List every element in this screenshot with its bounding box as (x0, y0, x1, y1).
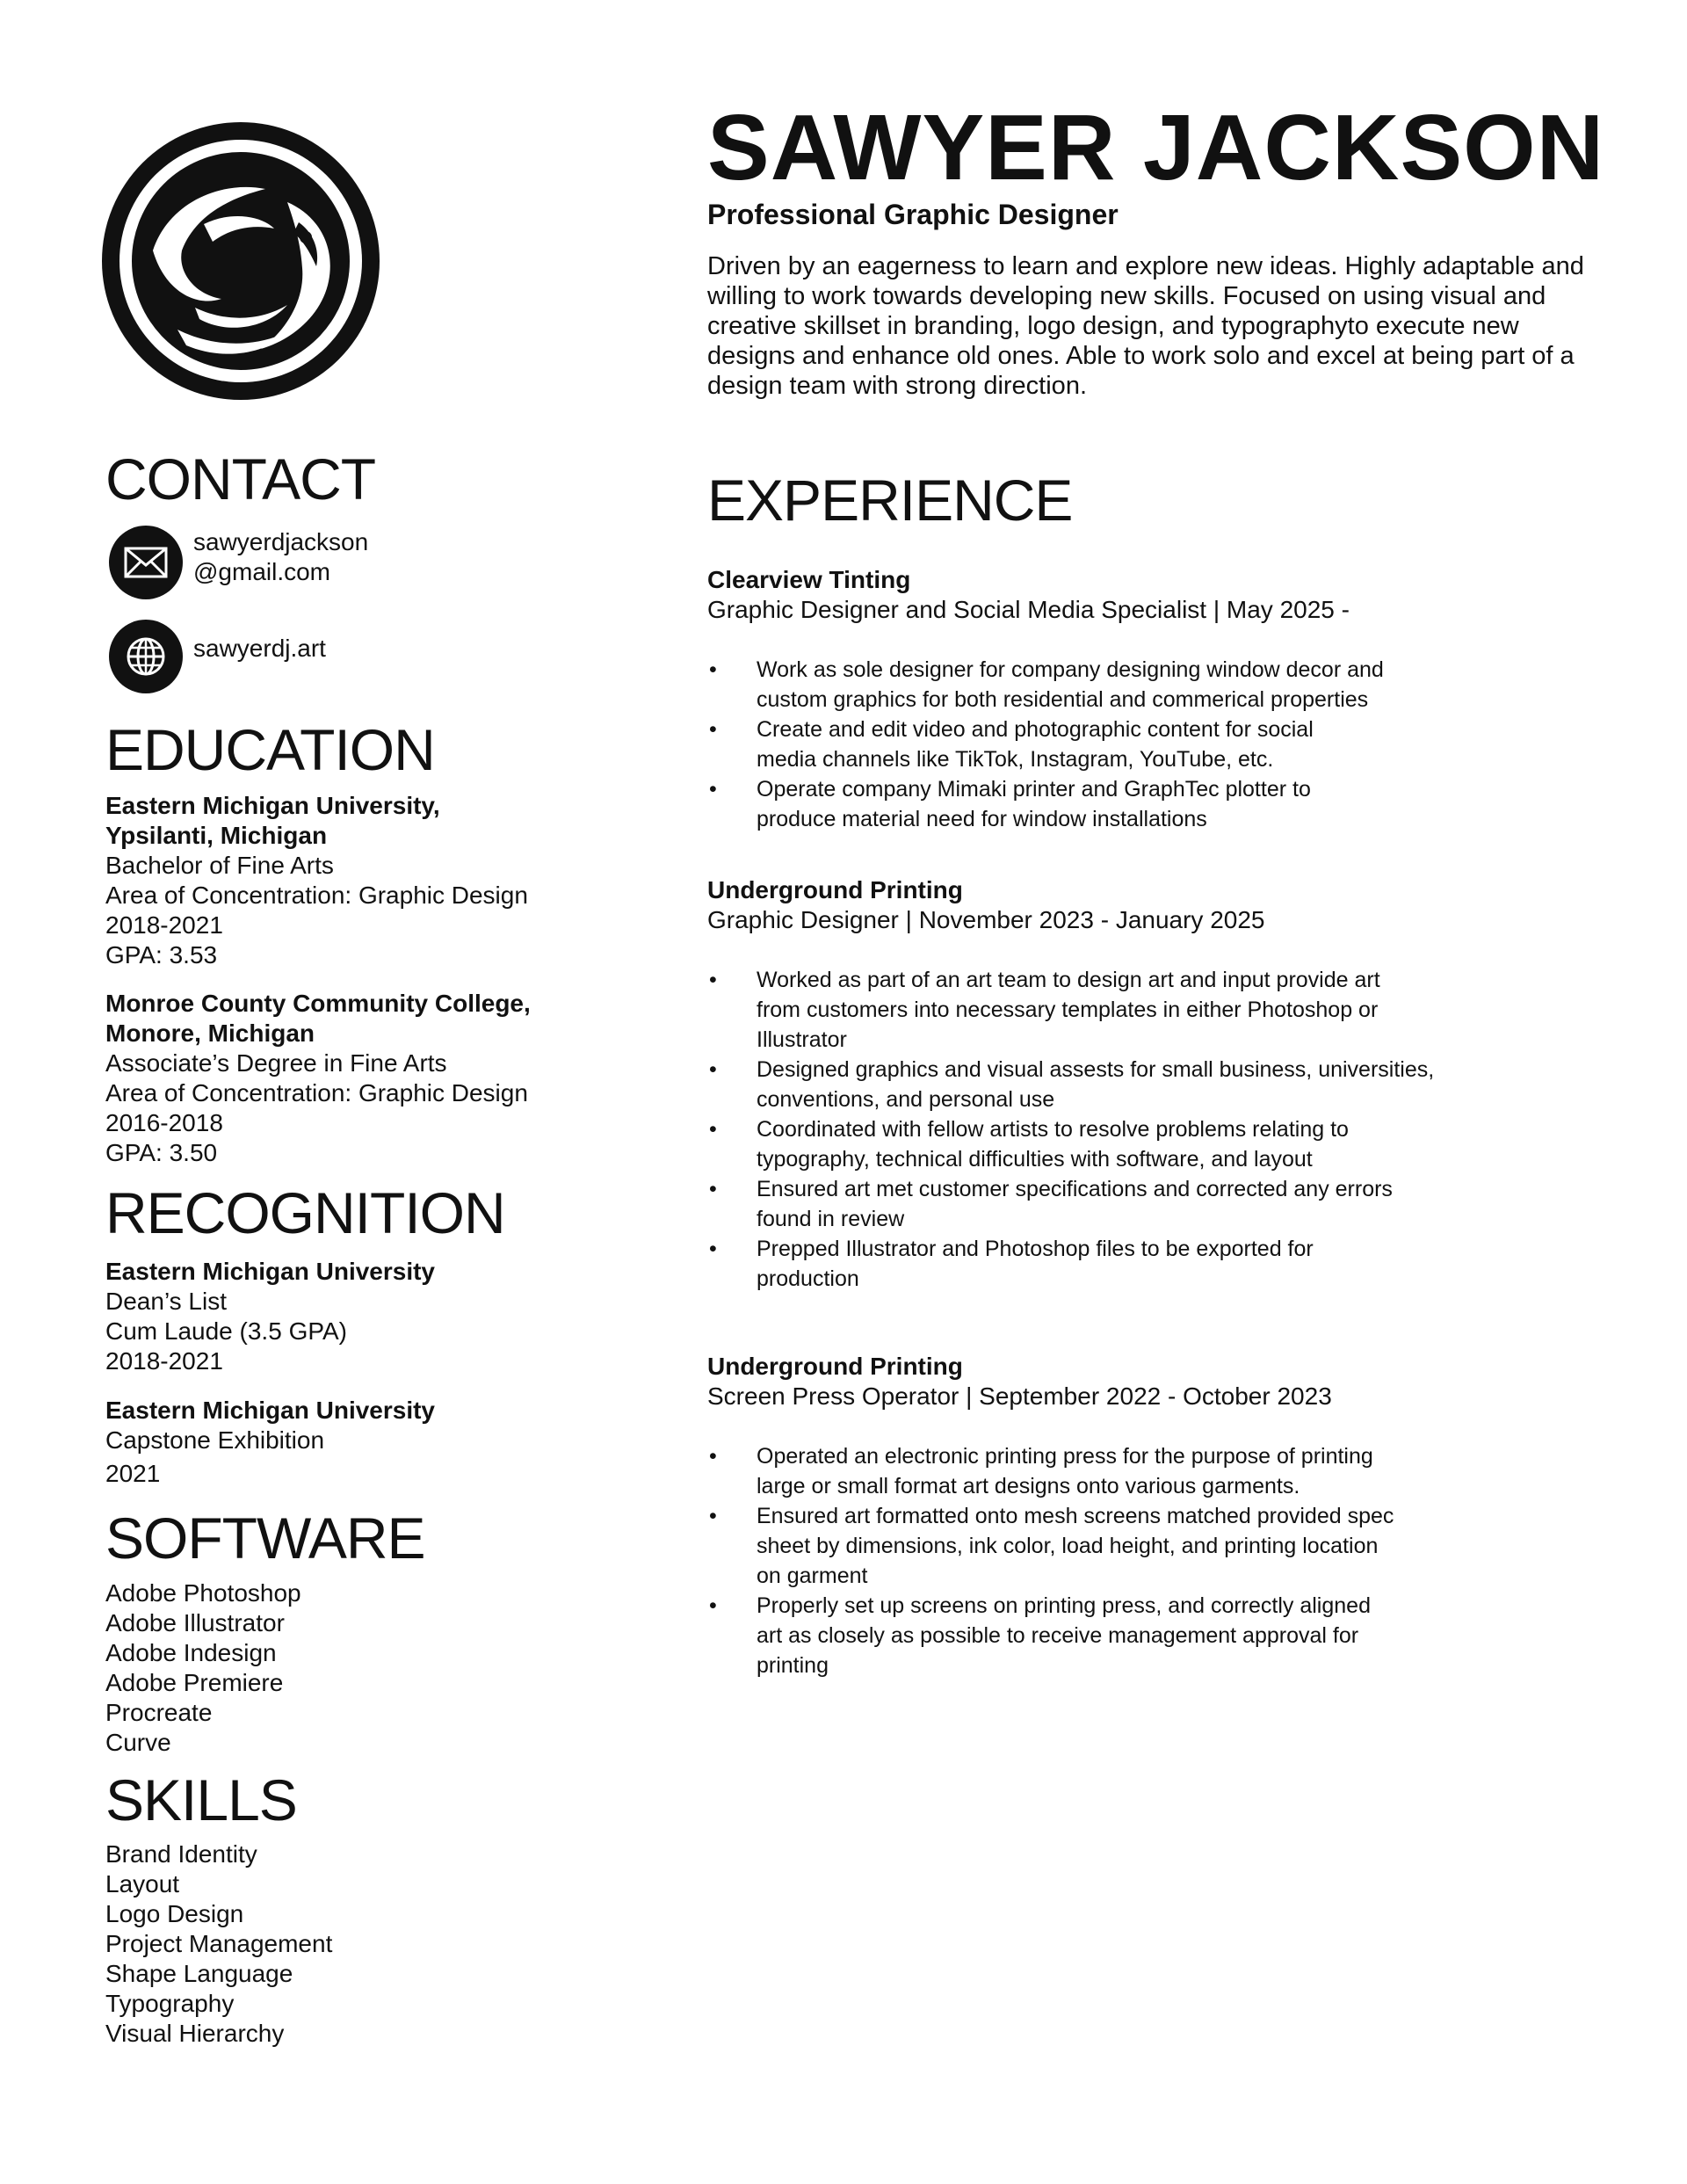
years: 2018-2021 (105, 911, 223, 939)
recognition-heading: RECOGNITION (105, 1180, 505, 1245)
award-name: Capstone Exhibition (105, 1426, 325, 1454)
experience-heading: EXPERIENCE (707, 468, 1073, 533)
award-org: Eastern Michigan University (105, 1258, 436, 1285)
years: 2016-2018 (105, 1109, 223, 1136)
list-item: • Properly set up screens on printing press, and correctly aligned art as closely as possible to receive management approval for printing (709, 1593, 1371, 1678)
list-item: • Operated an electronic printing press for the purpose of printing large or small format art designs onto various garments. (709, 1444, 1373, 1498)
award-years: 2021 (105, 1460, 161, 1487)
school-name: Monroe County Community College, (105, 990, 531, 1017)
email-line-2: @gmail.com (193, 558, 331, 585)
list-item: Adobe Indesign (105, 1639, 277, 1666)
gpa: GPA: 3.50 (105, 1139, 218, 1166)
contact-heading: CONTACT (105, 446, 376, 512)
skills-list (105, 1839, 332, 2049)
education-entry (105, 791, 528, 970)
concentration: Area of Concentration: Graphic Design (105, 1079, 528, 1107)
recognition-entry (105, 1257, 435, 1376)
skills-heading: SKILLS (105, 1767, 297, 1832)
website-text: sawyerdj.art (193, 635, 326, 662)
award-name: Dean’s List (105, 1288, 228, 1315)
award-years: 2018-2021 (105, 1347, 223, 1375)
education-entry (105, 989, 531, 1168)
personal-logo (98, 119, 383, 403)
list-item: Adobe Illustrator (105, 1609, 285, 1636)
concentration: Area of Concentration: Graphic Design (105, 882, 528, 909)
contact-email[interactable] (109, 526, 368, 599)
list-item: Brand Identity (105, 1840, 257, 1868)
list-item: Adobe Photoshop (105, 1579, 301, 1607)
job-entry (707, 1352, 1586, 1680)
job-company: Underground Printing (707, 876, 963, 903)
job-entry (707, 875, 1586, 1294)
list-item: • Prepped Illustrator and Photoshop files to be exported for production (709, 1237, 1314, 1291)
school-location: Ypsilanti, Michigan (105, 822, 328, 849)
list-item: Typography (105, 1990, 235, 2017)
list-item: • Create and edit video and photographic content for social media channels like TikTok, Instagram, YouTube, etc. (709, 717, 1314, 772)
list-item: • Worked as part of an art team to design art and input provide art from customers into necessary templates in either Photoshop or Illustrator (709, 968, 1380, 1052)
list-item: • Coordinated with fellow artists to resolve problems relating to typography, technical difficulties with software, and layout (709, 1117, 1349, 1172)
contact-website[interactable] (109, 620, 326, 693)
globe-icon (109, 620, 183, 693)
profile-summary: Driven by an eagerness to learn and explore new ideas. Highly adaptable and willing to work towards developing new skills. Focused on using visual and creative skillset in branding, logo design, and typographyto execute new designs and enhance old ones. Able to work solo and excel at being part of a design team with strong direction. (707, 252, 1584, 400)
education-heading: EDUCATION (105, 717, 435, 782)
candidate-name: SAWYER JACKSON (707, 96, 1605, 200)
software-list (105, 1578, 301, 1758)
list-item: Shape Language (105, 1960, 293, 1987)
job-entry (707, 565, 1586, 834)
list-item: Adobe Premiere (105, 1669, 284, 1696)
list-item: Curve (105, 1729, 171, 1756)
list-item: • Designed graphics and visual assests for small business, universities, conventions, and personal use (709, 1057, 1435, 1112)
list-item: • Operate company Mimaki printer and GraphTec plotter to produce material need for window installations (709, 777, 1311, 831)
list-item: Logo Design (105, 1900, 244, 1927)
software-heading: SOFTWARE (105, 1506, 425, 1571)
job-title: Graphic Designer and Social Media Specialist | May 2025 - (707, 596, 1350, 623)
mail-icon (109, 526, 183, 599)
list-item: • Ensured art formatted onto mesh screens matched provided spec sheet by dimensions, ink color, load height, and printing location on garment (709, 1504, 1394, 1588)
list-item: Project Management (105, 1930, 333, 1957)
list-item: Procreate (105, 1699, 213, 1726)
email-line-1: sawyerdjackson (193, 528, 369, 555)
list-item: Visual Hierarchy (105, 2020, 285, 2047)
degree: Associate’s Degree in Fine Arts (105, 1049, 447, 1077)
list-item: • Work as sole designer for company designing window decor and custom graphics for both residential and commerical properties (709, 657, 1384, 712)
candidate-role: Professional Graphic Designer (707, 199, 1119, 230)
award-org: Eastern Michigan University (105, 1397, 436, 1424)
award-detail: Cum Laude (3.5 GPA) (105, 1317, 347, 1345)
school-name: Eastern Michigan University, (105, 792, 440, 819)
job-title: Graphic Designer | November 2023 - January 2025 (707, 906, 1265, 933)
gpa: GPA: 3.53 (105, 941, 218, 969)
job-company: Underground Printing (707, 1353, 963, 1380)
recognition-entry (105, 1396, 435, 1489)
school-location: Monore, Michigan (105, 1019, 315, 1047)
job-title: Screen Press Operator | September 2022 - October 2023 (707, 1382, 1332, 1410)
job-company: Clearview Tinting (707, 566, 911, 593)
list-item: • Ensured art met customer specifications and corrected any errors found in review (709, 1177, 1393, 1231)
list-item: Layout (105, 1870, 180, 1897)
degree: Bachelor of Fine Arts (105, 852, 334, 879)
